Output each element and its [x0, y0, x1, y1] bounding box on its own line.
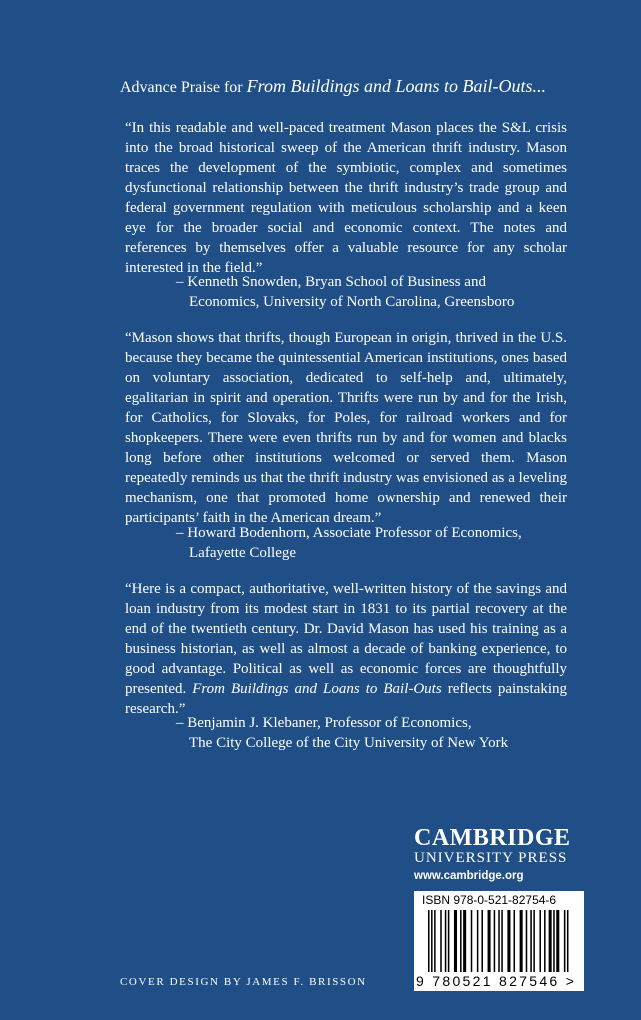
barcode-bar [544, 910, 546, 972]
publisher-logo [414, 826, 584, 884]
barcode-bar [445, 910, 447, 972]
attribution-bodenhorn-line1: – Howard Bodenhorn, Associate Professor of Economics, [176, 525, 522, 541]
quote-snowden: “In this readable and well-paced treatment Mason places the S&L crisis into the broad historical sweep of the American thrift industry. Mason traces the development of the symbiotic, complex and sometimes dysfunctional relationship between the thrift industry’s trade group and federal government regulation with meticulous scholarship and a keen eye for the broader social and economic context. The notes and references by themselves offer a valuable resource for any scholar interested in the field.” [125, 120, 567, 276]
heading-prefix: Advance Praise for [120, 79, 247, 96]
barcode-bar [533, 910, 535, 972]
heading-book-title: From Buildings and Loans to Bail-Outs... [246, 76, 546, 96]
barcode-bar [463, 910, 466, 972]
barcode-bar [564, 910, 566, 972]
barcode-bar [530, 910, 532, 972]
quote-klebaner [125, 579, 567, 719]
barcode-bar [526, 910, 528, 972]
barcode-bar [460, 910, 462, 972]
publisher-name: CAMBRIDGE [414, 825, 571, 851]
praise-heading [120, 76, 546, 97]
attribution-bodenhorn [176, 523, 522, 563]
barcode-digits: 9 780521 827546 > [416, 973, 577, 989]
attribution-snowden [176, 272, 514, 312]
quote-klebaner-part2: reflects painstaking research.” [125, 681, 567, 717]
barcode-bar [454, 910, 457, 972]
attribution-snowden-line1: – Kenneth Snowden, Bryan School of Business and [176, 274, 486, 290]
attribution-klebaner-line2: The City College of the City University of New York [189, 735, 509, 751]
attribution-klebaner-line1: – Benjamin J. Klebaner, Professor of Economics, [176, 715, 472, 731]
barcode-bar [428, 910, 430, 972]
barcode-bar [477, 910, 479, 972]
isbn-label: ISBN 978-0-521-82754-6 [422, 893, 557, 907]
publisher-subtitle: UNIVERSITY PRESS [414, 850, 568, 866]
quote-klebaner-part1: “Here is a compact, authoritative, well-written history of the savings and loan industry from its modest start in 1831 to its partial recovery at the end of the twentieth century. Dr. David Mason has used his training as a business historian, as well as almost a decade of banking experience, to good advantage. Political as well as economic forces are thoughtfully presented. [125, 581, 567, 697]
barcode-bars [428, 910, 570, 972]
attribution-klebaner [176, 713, 508, 753]
barcode-bar [471, 910, 473, 972]
barcode-bar [549, 910, 552, 972]
barcode-bar [556, 910, 559, 972]
barcode-bar [448, 910, 450, 972]
barcode-bar [567, 910, 569, 972]
quote-klebaner-book-title: From Buildings and Loans to Bail-Outs [192, 681, 442, 697]
barcode-bar [539, 910, 541, 972]
barcode-box [414, 891, 584, 991]
barcode-bar [498, 910, 500, 972]
barcode-bar [431, 910, 433, 972]
attribution-snowden-line2: Economics, University of North Carolina, Greensboro [189, 294, 515, 310]
barcode-bar [507, 910, 510, 972]
barcode-bar [440, 910, 442, 972]
barcode-bar [520, 910, 523, 972]
attribution-bodenhorn-line2: Lafayette College [189, 545, 297, 561]
cover-credit: COVER DESIGN BY JAMES F. BRISSON [120, 976, 367, 988]
barcode-bar [434, 910, 436, 972]
quote-bodenhorn: “Mason shows that thrifts, though European in origin, thrived in the U.S. because they became the quintessential American institutions, ones based on voluntary association, dedicated to self-help and, ultimately, egalitarian in spirit and operation. Thrifts were run by and for the Irish, for Catholics, for Slovaks, for Poles, for railroad workers and for shopkeepers. There were even thrifts run by and for women and blacks long before other institutions welcomed or served them. Mason repeatedly reminds us that the thrift industry was envisioned as a leveling mechanism, one that promoted home ownership and renewed their participants’ faith in the American dream.” [125, 330, 567, 526]
barcode-bar [481, 910, 483, 972]
barcode-bar [514, 910, 516, 972]
barcode-bar [553, 910, 555, 972]
barcode-bar [501, 910, 503, 972]
barcode-bar [488, 910, 491, 972]
barcode-bar [494, 910, 496, 972]
publisher-url: www.cambridge.org [414, 870, 524, 882]
